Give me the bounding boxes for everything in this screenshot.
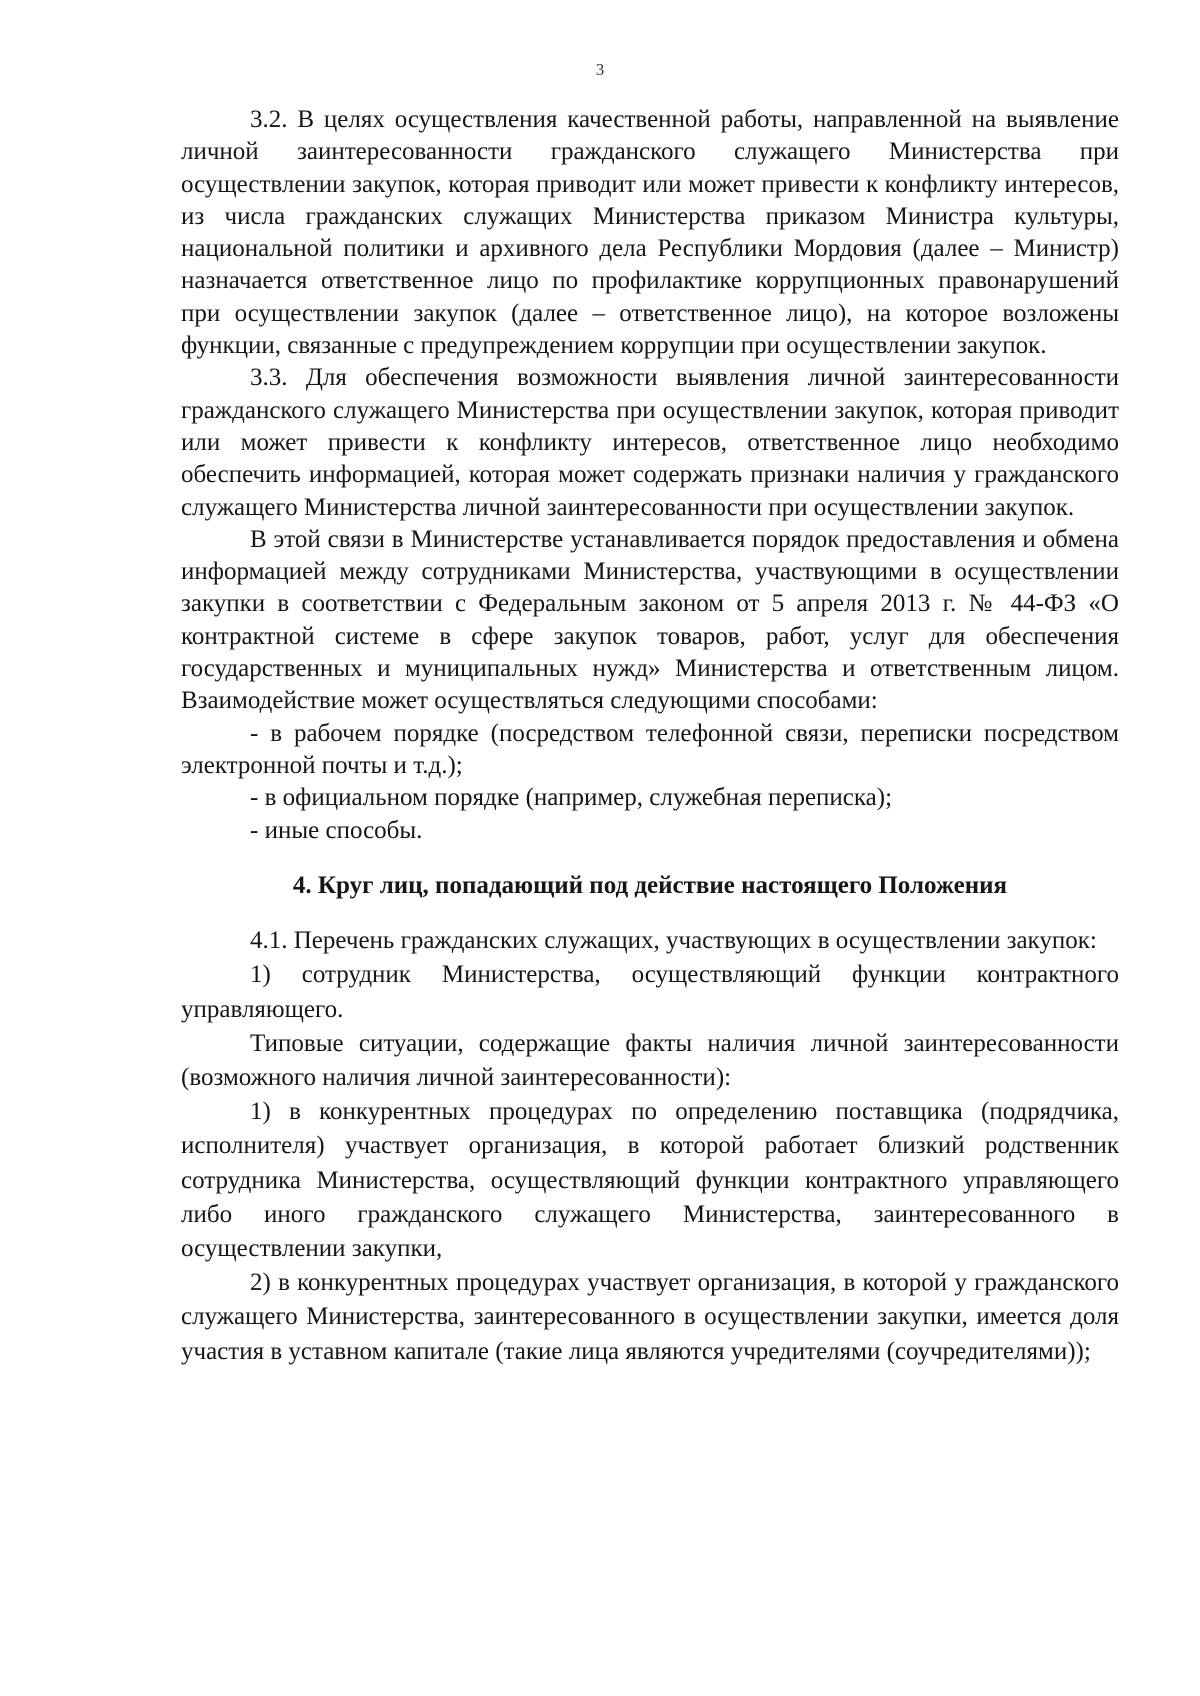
list-item-official-order: - в официальном порядке (например, служебная переписка);	[250, 784, 893, 812]
list-item-other-ways: - иные способы.	[250, 816, 423, 844]
document-body	[181, 104, 1119, 1369]
paragraph-typical-situations: Типовые ситуации, содержащие факты наличия личной заинтересованности (возможного наличия личной заинтересованности):	[181, 1029, 1119, 1091]
list-item-contract-manager: 1) сотрудник Министерства, осуществляющий функции контрактного управляющего.	[181, 961, 1119, 1023]
section-4-content	[181, 924, 1119, 1369]
paragraph-3-2: 3.2. В целях осуществления качественной работы, направленной на выявление личной заинтересованности гражданского служащего Министерства при осуществлении закупок, которая приводит или может привести к конфликту интересов, из числа гражданских служащих Министерства приказом Министра культуры, национальной политики и архивного дела Республики Мордовия (далее – Министр) назначается ответственное лицо по профилактике коррупционных правонарушений при осуществлении закупок (далее – ответственное лицо), на которое возложены функции, связанные с предупреждением коррупции при осуществлении закупок.	[181, 106, 1119, 360]
list-item-working-order: - в рабочем порядке (посредством телефонной связи, переписки посредством электронной почты и т.д.);	[181, 719, 1119, 779]
paragraph-4-1: 4.1. Перечень гражданских служащих, участвующих в осуществлении закупок:	[250, 927, 1097, 955]
section-heading: 4. Круг лиц, попадающий под действие настоящего Положения	[292, 871, 1008, 899]
list-item-situation-1: 1) в конкурентных процедурах по определению поставщика (подрядчика, исполнителя) участвует организация, в которой работает близкий родственник сотрудника Министерства, осуществляющий функции контрактного управляющего либо иного гражданского служащего Министерства, заинтересованного в осуществлении закупки,	[181, 1098, 1119, 1262]
paragraph-interaction-order: В этой связи в Министерстве устанавливается порядок предоставления и обмена информацией между сотрудниками Министерства, участвующими в осуществлении закупки в соответствии с Федеральным законом от 5 апреля 2013 г. № 44-ФЗ «О контрактной системе в сфере закупок товаров, работ, услуг для обеспечения государственных и муниципальных нужд» Министерства и ответственным лицом. Взаимодействие может осуществляться следующими способами:	[181, 525, 1119, 715]
page-number: 3	[595, 60, 605, 79]
paragraph-3-3: 3.3. Для обеспечения возможности выявления личной заинтересованности гражданского служащего Министерства при осуществлении закупок, которая приводит или может привести к конфликту интересов, ответственное лицо необходимо обеспечить информацией, которая может содержать признаки наличия у гражданского служащего Министерства личной заинтересованности при осуществлении закупок.	[181, 364, 1119, 521]
list-item-situation-2: 2) в конкурентных процедурах участвует организация, в которой у гражданского служащего Министерства, заинтересованного в осуществлении закупки, имеется доля участия в уставном капитале (такие лица являются учредителями (соучредителями));	[181, 1269, 1119, 1365]
